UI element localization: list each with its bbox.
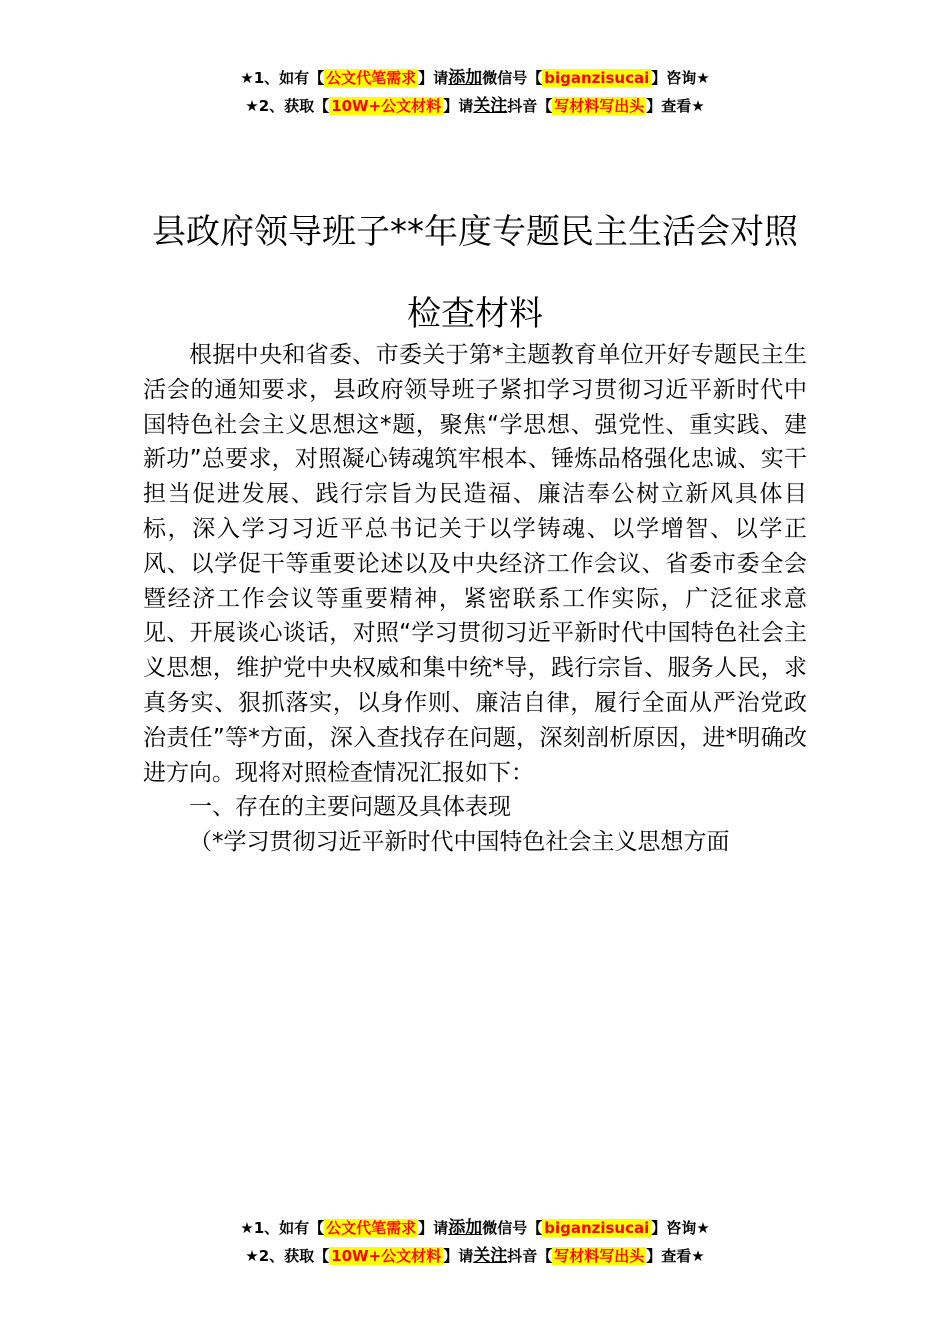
banner-text: 2、获取【 bbox=[258, 97, 330, 115]
banner-text: 微信号【 bbox=[482, 69, 543, 87]
highlight-wechat-id: biganzisucai bbox=[544, 1219, 650, 1237]
highlight-douyin: 写材料写出头 bbox=[554, 97, 645, 115]
banner-text: 】查看 bbox=[646, 97, 692, 115]
highlight-service: 公文代笔需求 bbox=[326, 69, 417, 87]
intro-paragraph: 根据中央和省委、市委关于第*主题教育单位开好专题民主生活会的通知要求，县政府领导班子紧扣学习贯彻习近平新时代中国特色社会主义思想这*题，聚焦“学思想、强党性、重实践、建新功”总要求，对照凝心铸魂筑牢根本、锤炼品格强化忠诚、实干担当促进发展、践行宗旨为民造福、廉洁奉公树立新风具体目标，深入学习习近平总书记关于以学铸魂、以学增智、以学正风、以学促干等重要论述以及中央经济工作会议、省委市委全会暨经济工作会议等重要精神，紧密联系工作实际，广泛征求意见、开展谈心谈话，对照“学习贯彻习近平新时代中国特色社会主义思想，维护党中央权威和集中统*导，践行宗旨、服务人民，求真务实、狠抓落实，以身作则、廉洁自律，履行全面从严治党政治责任”等*方面，深入查找存在问题，深刻剖析原因，进*明确改进方向。现将对照检查情况汇报如下： bbox=[143, 342, 807, 786]
banner-underline: 关注 bbox=[473, 1246, 508, 1266]
banner-text: 2、获取【 bbox=[258, 1247, 330, 1265]
star-icon: ★ bbox=[691, 1247, 705, 1265]
banner-underline: 添加 bbox=[448, 1218, 483, 1238]
banner-line-2 bbox=[0, 1242, 950, 1270]
banner-underline: 添加 bbox=[448, 68, 483, 88]
star-icon: ★ bbox=[245, 1247, 259, 1265]
banner-text: 抖音【 bbox=[507, 97, 553, 115]
banner-text: 抖音【 bbox=[507, 1247, 553, 1265]
document-body bbox=[143, 338, 807, 860]
banner-text: 1、如有【 bbox=[253, 1219, 325, 1237]
star-icon: ★ bbox=[245, 97, 259, 115]
banner-line-1 bbox=[0, 64, 950, 92]
star-icon: ★ bbox=[696, 1219, 710, 1237]
banner-text: 】请 bbox=[443, 97, 474, 115]
banner-text: 】请 bbox=[443, 1247, 474, 1265]
highlight-douyin: 写材料写出头 bbox=[554, 1247, 645, 1265]
highlight-service: 公文代笔需求 bbox=[326, 1219, 417, 1237]
star-icon: ★ bbox=[240, 1219, 254, 1237]
document-title: 县政府领导班子**年度专题民主生活会对照检查材料 bbox=[152, 211, 798, 334]
banner-text: 】查看 bbox=[646, 1247, 692, 1265]
highlight-wechat-id: biganzisucai bbox=[544, 69, 650, 87]
highlight-materials: 10W+公文材料 bbox=[331, 1247, 442, 1265]
banner-text: 】咨询 bbox=[651, 1219, 697, 1237]
banner-text: 】咨询 bbox=[651, 69, 697, 87]
highlight-materials: 10W+公文材料 bbox=[331, 97, 442, 115]
header-banner bbox=[0, 64, 950, 120]
section-heading: 一、存在的主要问题及具体表现 bbox=[189, 794, 511, 821]
banner-text: 微信号【 bbox=[482, 1219, 543, 1237]
banner-text: 1、如有【 bbox=[253, 69, 325, 87]
footer-banner bbox=[0, 1214, 950, 1270]
star-icon: ★ bbox=[696, 69, 710, 87]
banner-text: 】请 bbox=[418, 1219, 449, 1237]
banner-line-2 bbox=[0, 92, 950, 120]
star-icon: ★ bbox=[691, 97, 705, 115]
banner-text: 】请 bbox=[418, 69, 449, 87]
star-icon: ★ bbox=[240, 69, 254, 87]
banner-underline: 关注 bbox=[473, 96, 508, 116]
subsection-heading: （*学习贯彻习近平新时代中国特色社会主义思想方面 bbox=[189, 829, 730, 856]
banner-line-1 bbox=[0, 1214, 950, 1242]
